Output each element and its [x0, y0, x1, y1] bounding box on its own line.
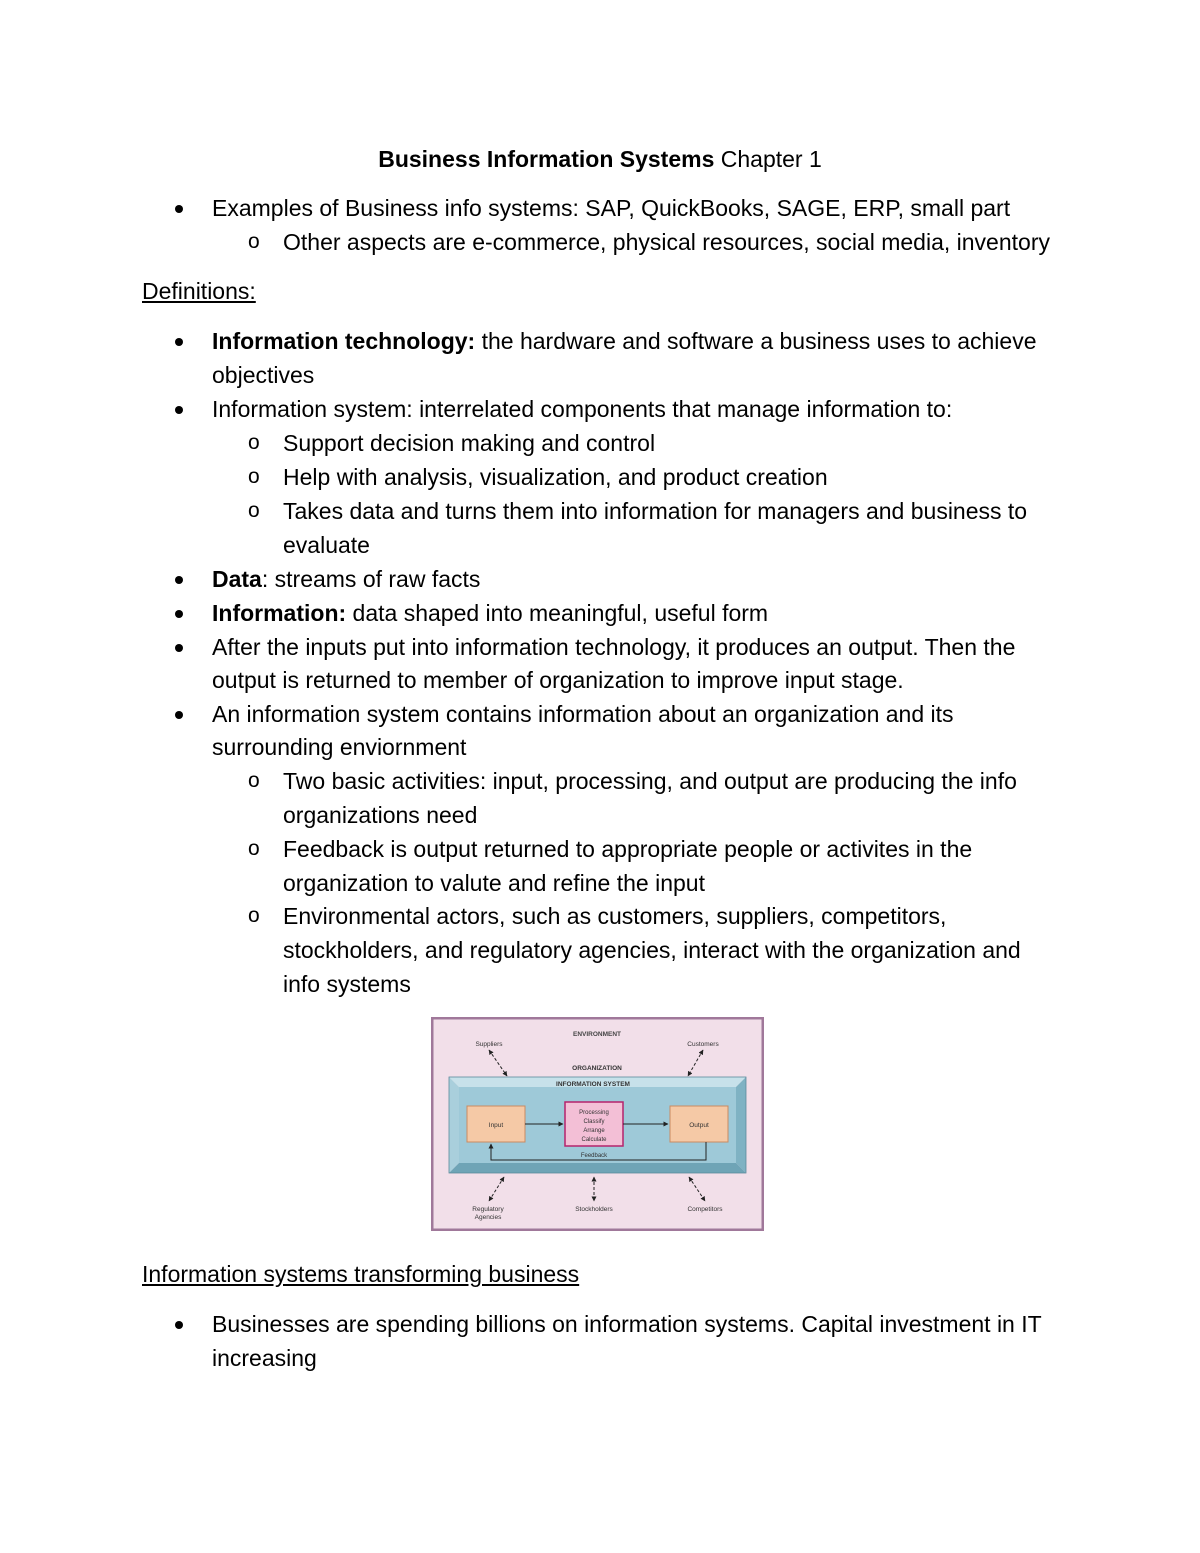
list-item: [212, 562, 480, 596]
environment-label: ENVIRONMENT: [572, 1031, 622, 1038]
term: Data: [212, 566, 262, 592]
bullet-icon: [173, 630, 187, 664]
sub-bullet-icon: o: [248, 431, 260, 454]
list-item: An information system contains information about an organization and its: [212, 701, 954, 727]
processing-label: Processing: [579, 1110, 609, 1116]
sub-bullet-icon: o: [248, 230, 260, 253]
bullet-icon: [173, 392, 187, 426]
sub-bullet-icon: o: [248, 904, 260, 927]
bullet-icon: [173, 596, 187, 630]
list-item-continued: output is returned to member of organization to improve input stage.: [212, 667, 904, 693]
bullet-icon: [173, 697, 187, 731]
agencies-label: Agencies: [474, 1214, 502, 1221]
suppliers-label: Suppliers: [475, 1041, 503, 1048]
list-item: After the inputs put into information technology, it produces an output. Then the: [212, 634, 1016, 660]
definition-text: the hardware and software a business uses to achieve: [475, 328, 1037, 354]
definition-text: data shaped into meaningful, useful form: [346, 600, 769, 626]
organization-label: ORGANIZATION: [572, 1065, 622, 1072]
stockholders-label: Stockholders: [575, 1206, 613, 1213]
sub-list-item-continued: evaluate: [283, 532, 370, 558]
definition-text: : streams of raw facts: [261, 566, 481, 592]
information-system-label: INFORMATION SYSTEM: [556, 1081, 630, 1088]
sub-list-item-continued: stockholders, and regulatory agencies, interact with the organization and: [283, 937, 1021, 963]
bullet-icon: [173, 324, 187, 358]
list-item: [212, 324, 1037, 358]
sub-list-item: Support decision making and control: [283, 430, 656, 456]
sub-list-item: Environmental actors, such as customers, suppliers, competitors,: [283, 903, 947, 929]
classify-label: Classify: [583, 1119, 605, 1125]
sub-list-item: Two basic activities: input, processing, and output are producing the info: [283, 768, 1017, 794]
sub-bullet-icon: o: [248, 499, 260, 522]
list-item: Businesses are spending billions on information systems. Capital investment in IT: [212, 1311, 1042, 1337]
competitors-label: Competitors: [687, 1206, 723, 1213]
title-bold: Business Information Systems: [378, 146, 715, 172]
input-label: Input: [488, 1122, 504, 1129]
bullet-icon: [173, 191, 187, 225]
list-item-continued: increasing: [212, 1345, 317, 1371]
sub-bullet-icon: o: [248, 837, 260, 860]
page-title: [0, 144, 1200, 174]
feedback-label: Feedback: [580, 1153, 608, 1159]
sub-list-item: Other aspects are e-commerce, physical resources, social media, inventory: [283, 229, 1050, 255]
list-item-continued: objectives: [212, 362, 315, 388]
list-item: Examples of Business info systems: SAP, QuickBooks, SAGE, ERP, small part: [212, 195, 1011, 221]
sub-list-item: Help with analysis, visualization, and product creation: [283, 464, 828, 490]
information-system-diagram: [431, 1017, 764, 1231]
arrange-label: Arrange: [583, 1128, 605, 1134]
bullet-icon: [173, 1307, 187, 1341]
customers-label: Customers: [687, 1041, 719, 1048]
list-item: [212, 596, 768, 630]
sub-list-item: Feedback is output returned to appropriate people or activites in the: [283, 836, 973, 862]
transforming-heading: Information systems transforming business: [142, 1261, 580, 1287]
term: Information technology:: [212, 328, 476, 354]
sub-list-item-continued: organization to valute and refine the input: [283, 870, 705, 896]
list-item: Information system: interrelated components that manage information to:: [212, 396, 953, 422]
sub-bullet-icon: o: [248, 465, 260, 488]
regulatory-label: Regulatory: [472, 1206, 504, 1213]
output-label: Output: [689, 1122, 709, 1129]
sub-list-item-continued: info systems: [283, 971, 411, 997]
bullet-icon: [173, 562, 187, 596]
term: Information:: [212, 600, 347, 626]
definitions-heading: Definitions:: [142, 278, 256, 304]
sub-bullet-icon: o: [248, 769, 260, 792]
sub-list-item-continued: organizations need: [283, 802, 478, 828]
title-rest: Chapter 1: [714, 146, 822, 172]
list-item-continued: surrounding enviornment: [212, 734, 467, 760]
sub-list-item: Takes data and turns them into information for managers and business to: [283, 498, 1028, 524]
calculate-label: Calculate: [581, 1137, 607, 1143]
